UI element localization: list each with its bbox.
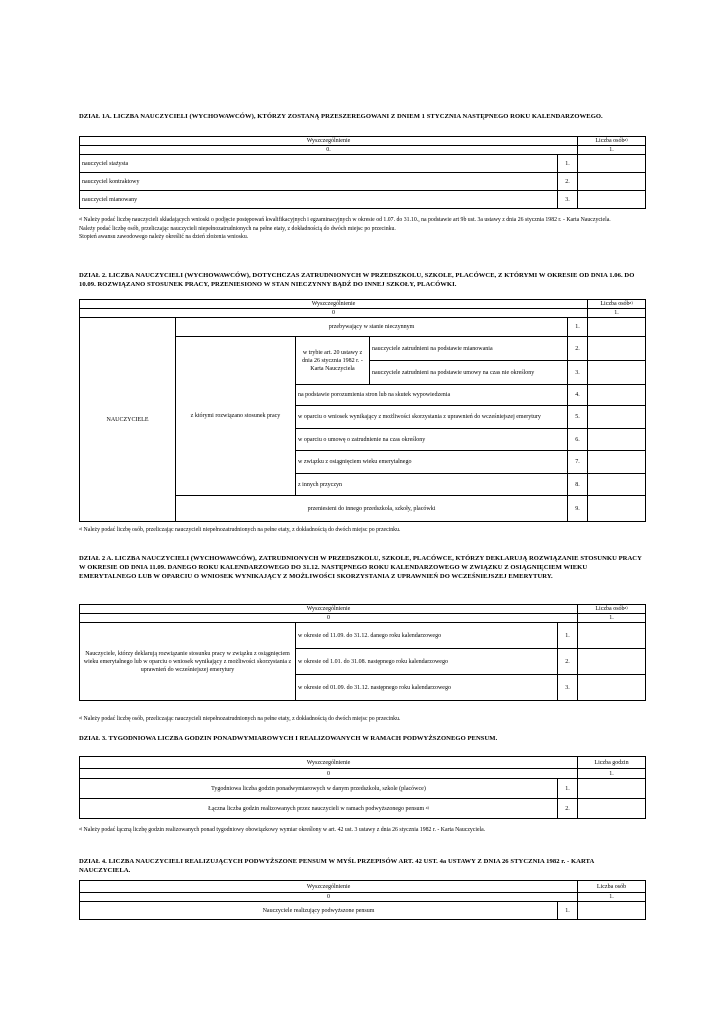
section-1a-footnote: $^{a)}$ Należy podać liczbę nauczycieli składających wnioski o podjęcie postępowań kwalifikacyjnych i egzaminacyjnych w okresie od 1.07. do 31.10., na podstawie art 9b ust. 3a ustawy z dnia 26 stycznia 1982 r. - Karta Nauczyciela. Należy podać liczbę osób, przeliczając nauczycieli niepełnozatrudnionych na pełne etaty, z dokładnością do dwóch miejsc po przecinku. Stopień awansu zawodowego należy określić na dzień złożenia wniosku. (79, 216, 611, 240)
value-cell[interactable] (588, 318, 646, 337)
row-label: w okresie od 1.01. do 31.08. następnego roku kalendarzowego (296, 649, 558, 675)
row-number: 1. (558, 155, 578, 173)
col-count-header: Liczba osób (578, 881, 646, 893)
col-count-header: Liczba godzin (578, 757, 646, 769)
row-label: w okresie od 01.09. do 31.12. następnego roku kalendarzowego (296, 675, 558, 701)
section-1a-title: DZIAŁ 1A. LICZBA NAUCZYCIELI (WYCHOWAWCÓW), KTÓRZY ZOSTANĄ PRZESZEREGOWANI Z DNIEM 1 STYCZNIA NASTĘPNEGO ROKU KALENDARZOWEGO. (79, 113, 603, 120)
row-label: w związku z osiągnięciem wieku emerytalnego (296, 451, 568, 474)
row-number: 1. (558, 902, 578, 920)
col-index-0: 0 (80, 769, 578, 779)
row-number: 2. (558, 799, 578, 819)
value-cell[interactable] (588, 337, 646, 361)
value-cell[interactable] (588, 406, 646, 429)
col-index-1: 1. (578, 769, 646, 779)
value-cell[interactable] (578, 191, 646, 209)
value-cell[interactable] (578, 623, 646, 649)
row-label: Łączna liczba godzin realizowanych przez nauczycieli w ramach podwyższonego pensum $^{a)}$ (80, 799, 558, 819)
section-2a-table (79, 604, 646, 701)
row-number: 4. (568, 385, 588, 406)
value-cell[interactable] (588, 429, 646, 451)
value-cell[interactable] (578, 779, 646, 799)
row-number: 7. (568, 451, 588, 474)
section-3-title: DZIAŁ 3. TYGODNIOWA LICZBA GODZIN PONADWYMIAROWYCH I REALIZOWANYCH W RAMACH PODWYŻSZONEGO PENSUM. (79, 735, 498, 742)
row-label: nauczyciele zatrudnieni na podstawie mianowania (370, 337, 568, 361)
value-cell[interactable] (588, 385, 646, 406)
row-label: Tygodniowa liczba godzin ponadwymiarowych w danym przedszkolu, szkole (placówce) (80, 779, 558, 799)
row-label: z innych przyczyn (296, 474, 568, 496)
col-spec-header: Wyszczególnienie (80, 137, 578, 146)
col-spec-header: Wyszczególnienie (80, 605, 578, 614)
row-number: 3. (558, 191, 578, 209)
col-index-0: 0 (80, 614, 578, 623)
row-number: 3. (568, 361, 588, 385)
row-label: w oparciu o wniosek wynikający z możliwości skorzystania z uprawnień do wcześniejszej emerytury (296, 406, 568, 429)
group-label: NAUCZYCIELE (80, 318, 176, 522)
value-cell[interactable] (578, 902, 646, 920)
section-4-table (79, 880, 646, 920)
col-spec-header: Wyszczególnienie (80, 300, 588, 309)
col-index-0: 0 (80, 893, 578, 902)
row-number: 3. (558, 675, 578, 701)
art20-label: w trybie art. 20 ustawy z dnia 26 stycznia 1982 r. - Karta Nauczyciela (296, 337, 370, 385)
col-index-0: 0. (80, 146, 578, 155)
row-label: na podstawie porozumienia stron lub na skutek wypowiedzenia (296, 385, 568, 406)
col-index-1: 1. (578, 146, 646, 155)
value-cell[interactable] (578, 173, 646, 191)
col-index-1: 1. (588, 309, 646, 318)
row-number: 2. (558, 649, 578, 675)
section-2a-footnote: $^{a)}$ Należy podać liczbę osób, przeliczając nauczycieli niepełnozatrudnionych na pełne etaty, z dokładnością do dwóch miejsc po przecinku. (79, 715, 401, 722)
section-4-title: DZIAŁ 4. LICZBA NAUCZYCIELI REALIZUJĄCYCH PODWYŻSZONE PENSUM W MYŚL PRZEPISÓW ART. 42 UST. 4a USTAWY Z DNIA 26 STYCZNIA 1982 r. - KARTA NAUCZYCIELA. (79, 858, 594, 874)
row-label: nauczyciel mianowany (80, 191, 558, 209)
value-cell[interactable] (578, 675, 646, 701)
value-cell[interactable] (588, 496, 646, 522)
value-cell[interactable] (578, 799, 646, 819)
section-2a-title: DZIAŁ 2 A. LICZBA NAUCZYCIELI (WYCHOWAWCÓW), ZATRUDNIONYCH W PRZEDSZKOLU, SZKOLE, PLACÓWCE, KTÓRZY DEKLARUJĄ ROZWIĄZANIE STOSUNKU PRACY W OKRESIE OD DNIA 11.09. DANEGO ROKU KALENDARZOWEGO DO 31.12. NASTĘPNEGO ROKU KALENDARZOWEGO W ZWIĄZKU Z OSIĄGNIĘCIEM WIEKU EMERYTALNEGO LUB W OPARCIU O WNIOSEK WYNIKAJĄCY Z MOŻLIWOŚCI SKORZYSTANIA Z UPRAWNIEŃ DO WCZEŚNIEJSZEJ EMERYTURY. (79, 555, 642, 580)
row-number: 8. (568, 474, 588, 496)
row-label: przebywający w stanie nieczynnym (176, 318, 568, 337)
section-2-table (79, 299, 646, 522)
row-number: 1. (568, 318, 588, 337)
row-label: nauczyciele zatrudnieni na podstawie umowy na czas nie określony (370, 361, 568, 385)
col-index-1: 1. (578, 614, 646, 623)
row-number: 5. (568, 406, 588, 429)
row-number: 2. (558, 173, 578, 191)
group-label: Nauczyciele, którzy deklarują rozwiązanie stosunku pracy w związku z osiągnięciem wieku emerytalnego lub w oparciu o wniosek wynikający z możliwości skorzystania z uprawnień do wcześniejszej emerytury (80, 623, 296, 701)
section-1a-table (79, 136, 646, 209)
row-label: Nauczyciele realizujący podwyższone pensum (80, 902, 558, 920)
col-index-1: 1. (578, 893, 646, 902)
row-number: 6. (568, 429, 588, 451)
row-label: nauczyciel kontraktowy (80, 173, 558, 191)
section-2-footnote: $^{a)}$ Należy podać liczbę osób, przeliczając nauczycieli niepełnozatrudnionych na pełne etaty, z dokładnością do dwóch miejsc po przecinku. (79, 526, 401, 533)
col-spec-header: Wyszczególnienie (80, 881, 578, 893)
col-count-header: Liczba osób$^{a)}$ (578, 605, 646, 614)
row-number: 9. (568, 496, 588, 522)
row-number: 2. (568, 337, 588, 361)
row-number: 1. (558, 623, 578, 649)
col-index-0: 0 (80, 309, 588, 318)
row-label: w okresie od 11.09. do 31.12. danego roku kalendarzowego (296, 623, 558, 649)
section-3-table (79, 756, 646, 819)
row-label: w oparciu o umowę o zatrudnienie na czas określony (296, 429, 568, 451)
value-cell[interactable] (578, 649, 646, 675)
row-label: przeniesieni do innego przedszkola, szkoły, placówki (176, 496, 568, 522)
col-spec-header: Wyszczególnienie (80, 757, 578, 769)
row-number: 1. (558, 779, 578, 799)
value-cell[interactable] (588, 361, 646, 385)
value-cell[interactable] (578, 155, 646, 173)
col-count-header: Liczba osób$^{a)}$ (588, 300, 646, 309)
value-cell[interactable] (588, 474, 646, 496)
col-count-header: Liczba osób$^{a)}$ (578, 137, 646, 146)
value-cell[interactable] (588, 451, 646, 474)
row-label: nauczyciel stażysta (80, 155, 558, 173)
section-3-footnote: $^{a)}$ Należy podać łączną liczbę godzin realizowanych ponad tygodniowy obowiązkowy wymiar określony w art. 42 ust. 3 ustawy z dnia 26 stycznia 1982 r. - Karta Nauczyciela. (79, 826, 486, 833)
terminated-label: z którymi rozwiązano stosunek pracy (176, 337, 296, 496)
section-2-title: DZIAŁ 2. LICZBA NAUCZYCIELI (WYCHOWAWCÓW), DOTYCHCZAS ZATRUDNIONYCH W PRZEDSZKOLU, SZKOLE, PLACÓWCE, Z KTÓRYMI W OKRESIE OD DNIA 1.06. DO 10.09. ROZWIĄZANO STOSUNEK PRACY, PRZENIESIONO W STAN NIECZYNNY BĄDŹ DO INNEJ SZKOŁY, PLACÓWKI. (79, 272, 635, 288)
